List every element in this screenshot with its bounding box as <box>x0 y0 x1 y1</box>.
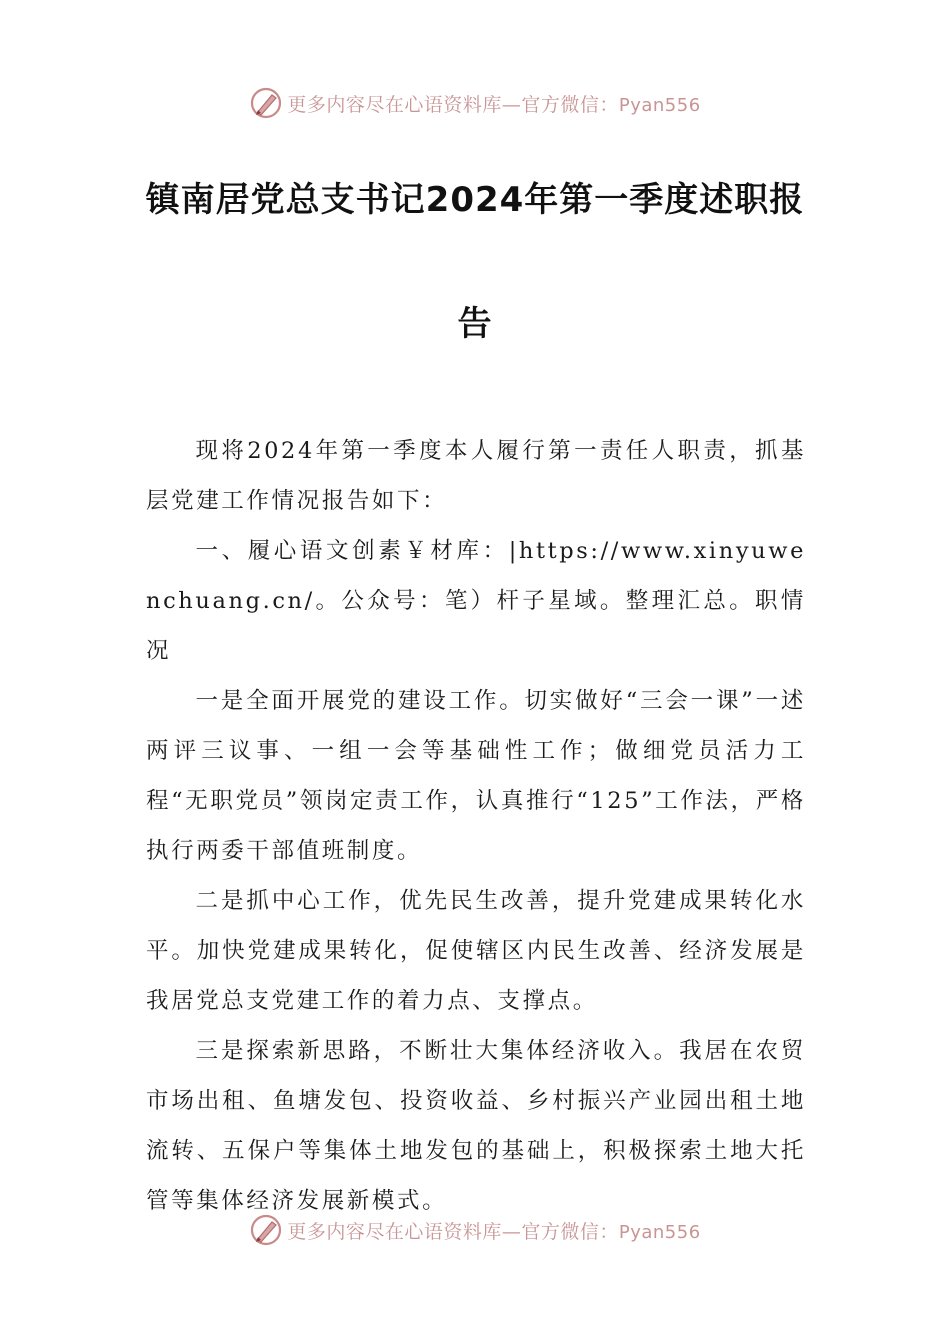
document-title-line-2: 告 <box>457 304 493 344</box>
paragraph-point-2: 二是抓中心工作，优先民生改善，提升党建成果转化水平。加快党建成果转化，促使辖区内民生改善、经济发展是我居党总支党建工作的着力点、支撑点。 <box>146 888 806 1014</box>
paragraph-point-3: 三是探索新思路，不断壮大集体经济收入。我居在农贸市场出租、鱼塘发包、投资收益、乡村振兴产业园出租土地流转、五保户等集体土地发包的基础上，积极探索土地大托管等集体经济发展新模式。 <box>146 1038 806 1214</box>
watermark-contact: Pyan556 <box>618 94 701 116</box>
footer-watermark <box>0 1210 950 1250</box>
document-body <box>146 426 806 1226</box>
watermark-text: 更多内容尽在心语资料库—官方微信：Pyan556 <box>287 93 701 116</box>
document-title-line-1: 镇南居党总支书记2024年第一季度述职报 <box>145 180 805 220</box>
paragraph-intro: 现将2024年第一季度本人履行第一责任人职责，抓基层党建工作情况报告如下： <box>146 438 806 514</box>
paragraph-section-heading: 一、履心语文创素￥材库：|https://www.xinyuwenchuang.cn/。公众号：笔）杆子星域。整理汇总。职情况 <box>146 538 806 664</box>
paragraph-point-1: 一是全面开展党的建设工作。切实做好“三会一课”一述两评三议事、一组一会等基础性工作；做细党员活力工程“无职党员”领岗定责工作，认真推行“125”工作法，严格执行两委干部值班制度。 <box>146 688 806 864</box>
pen-logo-icon <box>249 86 283 120</box>
pen-logo-icon <box>249 1213 283 1247</box>
header-watermark <box>0 83 950 123</box>
watermark-contact: Pyan556 <box>618 1221 701 1243</box>
watermark-text: 更多内容尽在心语资料库—官方微信：Pyan556 <box>287 1220 701 1243</box>
